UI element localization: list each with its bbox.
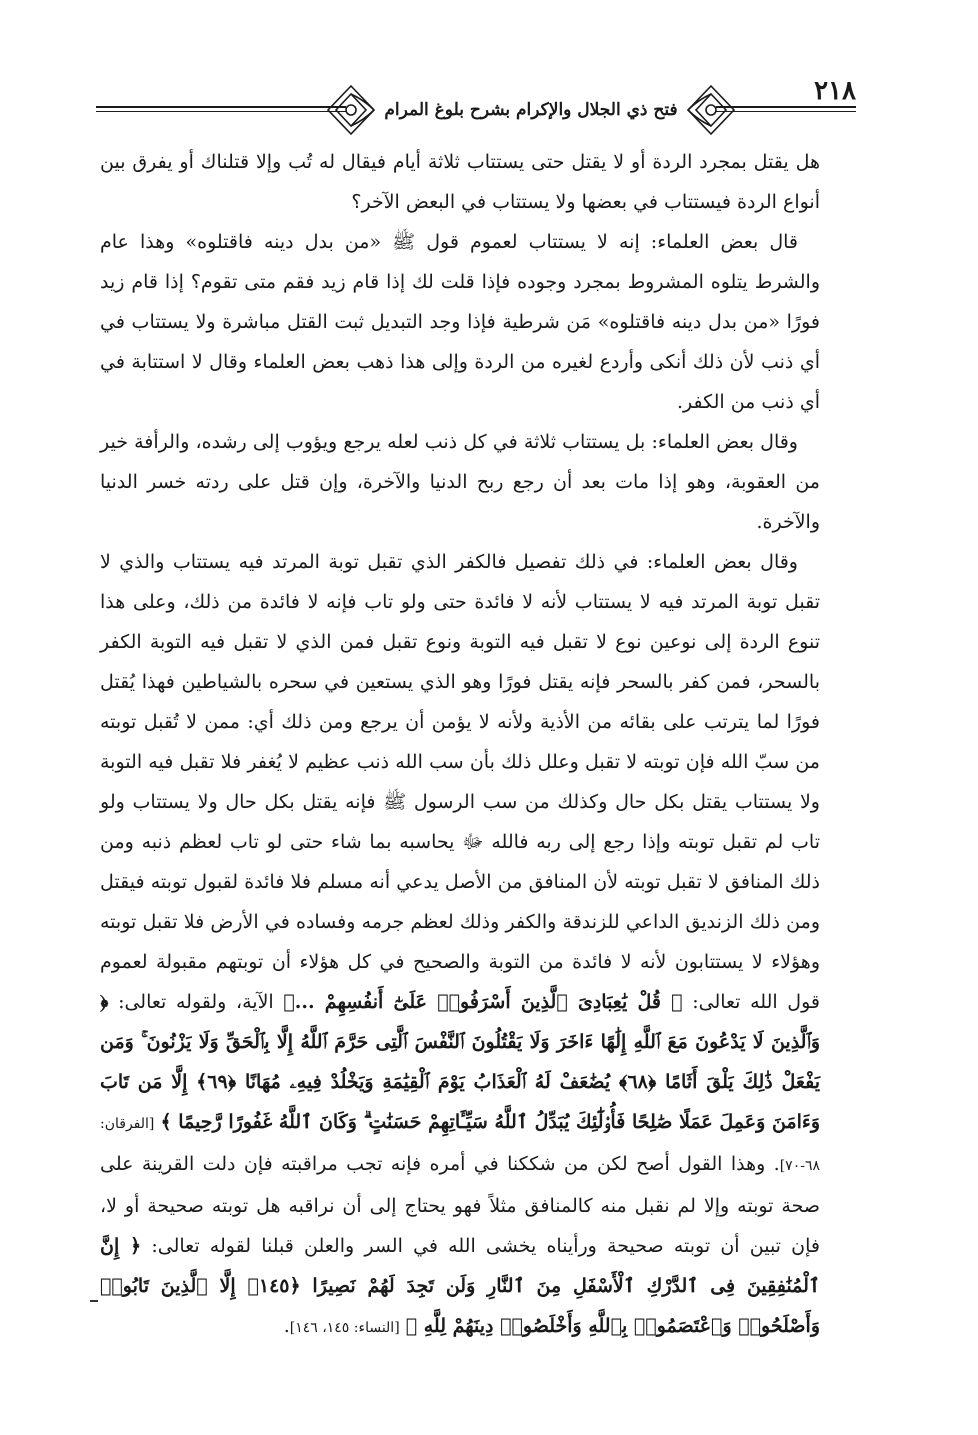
paragraph-4-part-c: . وهذا القول أصح لكن من شككنا في أمره فإنه تجب مراقبته فإن دلت القرينة على صحة توبته وإلا لم نقبل منه كالمنافق مثلاً فهو يحتاج إلى أن نراقبه هل توبته صحيحة أو لا، فإن تبين أن توبته صحيحة ورأيناه يخشى الله في السر والعلن قبلنا لقوله تعالى: [100,1153,820,1257]
title-cartouche [346,82,716,138]
paragraph-end: . [283,1315,290,1337]
page-number: ٢١٨ [814,76,856,106]
book-title: فتح ذي الجلال والإكرام بشرح بلوغ المرام [384,100,678,120]
verse-reference-2: [النساء: ١٤٥، ١٤٦] [289,1320,400,1336]
ornament-right-icon [684,82,738,138]
paragraph-4-part-b: الآية، ولقوله تعالى: [118,991,274,1013]
paragraph-4 [100,542,820,1348]
body-text [100,142,820,1348]
quran-verse-1: ﴿ قُلْ يَٰعِبَادِىَ ٱلَّذِينَ أَسْرَفُوا۟ عَلَىٰٓ أَنفُسِهِمْ ...﴾ [283,991,683,1013]
quran-verse-3: ﴿ إِنَّ ٱلْمُنَٰفِقِينَ فِى ٱلدَّرْكِ ٱلْأَسْفَلِ مِنَ ٱلنَّارِ وَلَن تَجِدَ لَهُمْ نَصِيرًا ﴿١٤٥﴾ إِلَّا ٱلَّذِينَ تَابُوا۟ وَأَصْلَحُوا۟ وَٱعْتَصَمُوا۟ بِٱللَّهِ وَأَخْلَصُوا۟ دِينَهُمْ لِلَّهِ ﴾ [100,1235,820,1337]
page-mark [90,1300,98,1302]
paragraph-4-part-a: وقال بعض العلماء: في ذلك تفصيل فالكفر الذي تقبل توبة المرتد فيه يستتاب والذي لا تقبل توبة المرتد فيه لا يستتاب لأنه لا فائدة حتى ولو تاب فإنه لا فائدة من ذلك، وعلى هذا تنوع الردة إلى نوعين نوع لا تقبل فيه التوبة ونوع تقبل فمن الذي لا تقبل فيه التوبة الكفر بالسحر، فمن كفر بالسحر فإنه يقتل فورًا وهو الذي يستعين في سحره بالشياطين فهذا يُقتل فورًا لما يترتب على بقائه من الأذية ولأنه لا يؤمن أن يرجع ومن ذلك أي: ممن لا تُقبل توبته من سبّ الله فإن توبته لا تقبل وعلل ذلك بأن سب الله ذنب عظيم لا يُغفر فلا تقبل فيه التوبة ولا يستتاب يقتل بكل حال وكذلك من سب الرسول ﷺ فإنه يقتل بكل حال ولا يستتاب ولو تاب لم تقبل توبته وإذا رجع إلى ربه فالله ﷻ يحاسبه بما شاء حتى لو تاب لعظم ذنبه ومن ذلك المنافق لا تقبل توبته لأن المنافق من الأصل يدعي أنه مسلم فلا فائدة لقبول توبته فيقتل ومن ذلك الزنديق الداعي للزندقة والكفر وذلك لعظم جرمه وفساده في الأرض فلا تقبل توبته وهؤلاء لا يستتابون لأنه لا فائدة من التوبة والصحيح في كل هؤلاء أن توبتهم مقبولة لعموم قول الله تعالى: [100,551,820,1013]
ornament-left-icon [324,82,378,138]
paragraph-2: قال بعض العلماء: إنه لا يستتاب لعموم قول ﷺ «من بدل دينه فاقتلوه» وهذا عام والشرط يتلوه المشروط بمجرد وجوده فإذا قلت لك إذا قام زيد فقم متى تقوم؟ إذا قام زيد فورًا «من بدل دينه فاقتلوه» مَن شرطية فإذا وجد التبديل ثبت القتل مباشرة ولا يستتاب في أي ذنب لأن ذلك أنكى وأردع لغيره من الردة وإلى هذا ذهب بعض العلماء وقال لا استتابة في أي ذنب من الكفر. [100,231,820,413]
quran-verse-2: ﴿ وَٱلَّذِينَ لَا يَدْعُونَ مَعَ ٱللَّهِ إِلَٰهًا ءَاخَرَ وَلَا يَقْتُلُونَ ٱلنَّفْسَ ٱلَّتِى حَرَّمَ ٱللَّهُ إِلَّا بِٱلْحَقِّ وَلَا يَزْنُونَ ۚ وَمَن يَفْعَلْ ذَٰلِكَ يَلْقَ أَثَامًا ﴿٦٨﴾ يُضَٰعَفْ لَهُ ٱلْعَذَابُ يَوْمَ ٱلْقِيَٰمَةِ وَيَخْلُدْ فِيهِۦ مُهَانًا ﴿٦٩﴾ إِلَّا مَن تَابَ وَءَامَنَ وَعَمِلَ عَمَلًا صَٰلِحًا فَأُو۟لَٰٓئِكَ يُبَدِّلُ ٱللَّهُ سَيِّـَٔاتِهِمْ حَسَنَٰتٍ ۗ وَكَانَ ٱللَّهُ غَفُورًا رَّحِيمًا ﴾ [100,991,820,1133]
verse-reference-1: [الفرقان: ٦٨-٧٠] [100,1116,820,1174]
paragraph-3: وقال بعض العلماء: بل يستتاب ثلاثة في كل ذنب لعله يرجع ويؤوب إلى رشده، والرأفة خير من العقوبة، وهو إذا مات بعد أن رجع ربح الدنيا والآخرة، وإن قتل على ردته خسر الدنيا والآخرة. [100,431,820,533]
page-header [96,60,856,140]
paragraph-1: هل يقتل بمجرد الردة أو لا يقتل حتى يستتاب ثلاثة أيام فيقال له تُب وإلا قتلناك أو يفرق بين أنواع الردة فيستتاب في بعضها ولا يستتاب في البعض الآخر؟ [100,151,820,213]
